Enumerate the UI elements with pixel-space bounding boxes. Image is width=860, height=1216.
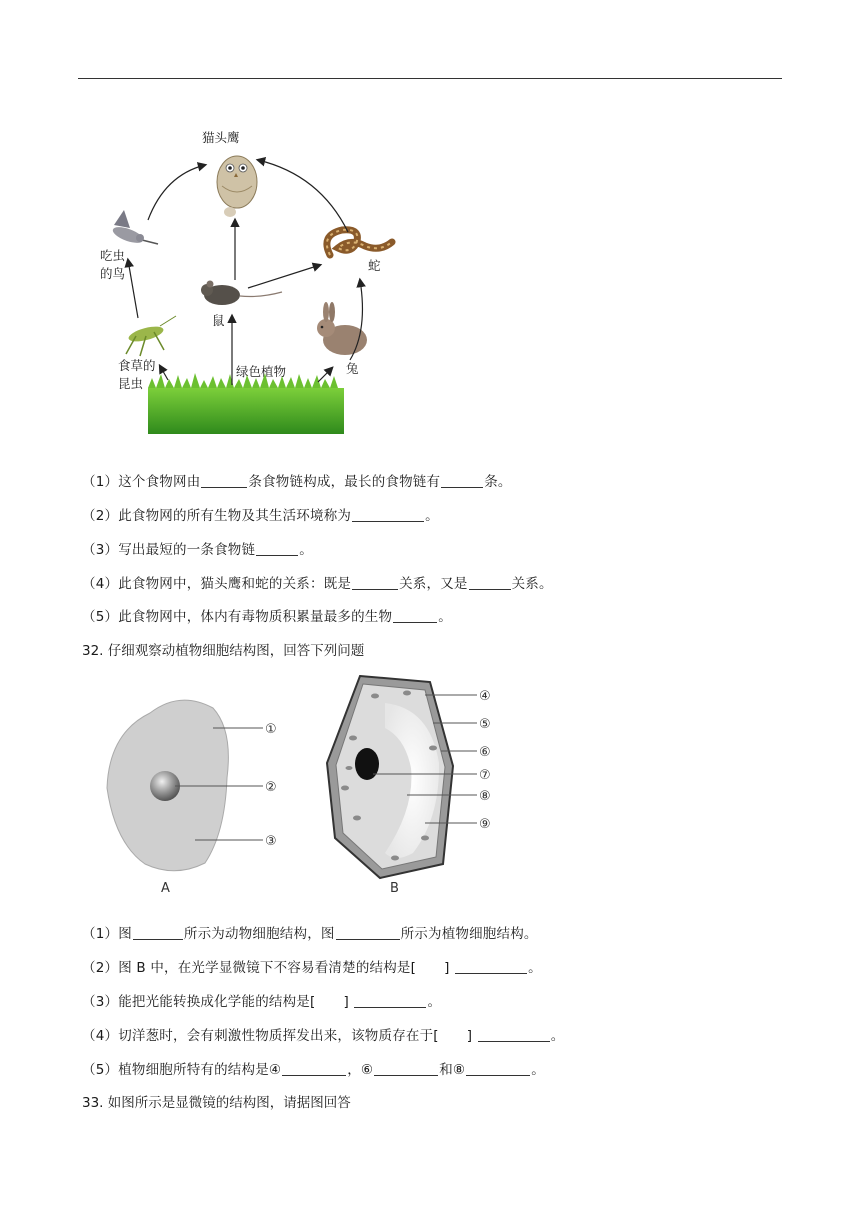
q32-item-5: （5）植物细胞所特有的结构是④ ，⑥ 和⑧ 。 [82,1062,545,1078]
answer-blank[interactable] [201,473,247,488]
q32-title: 32. 仔细观察动植物细胞结构图，回答下列问题 [82,643,365,659]
owl-label: 猫头鹰 [202,130,240,145]
q31-item-2: （2）此食物网的所有生物及其生活环境称为 。 [82,508,439,524]
plant-label: 绿色植物 [236,364,287,379]
answer-blank[interactable] [282,1061,346,1076]
bird-picture [111,210,158,246]
marker-2: ② [265,780,277,795]
answer-blank[interactable] [374,1061,438,1076]
marker-5: ⑤ [479,717,491,732]
rabbit-picture [317,302,367,355]
q31-item-3: （3）写出最短的一条食物链 。 [82,542,313,558]
animal-cell [107,700,277,896]
snake-label: 蛇 [368,258,381,273]
q32-item-1: （1）图 所示为动物细胞结构，图 所示为植物细胞结构。 [82,926,538,942]
answer-blank[interactable] [256,541,298,556]
q33-title: 33. 如图所示是显微镜的结构图，请据图回答 [82,1095,351,1111]
mouse-label: 鼠 [212,313,225,328]
caption-b: B [390,881,399,896]
caption-a: A [161,881,170,896]
insect-label-2: 昆虫 [118,376,144,391]
answer-blank[interactable] [478,1027,550,1042]
q32-item-2: （2）图 B 中，在光学显微镜下不容易看清楚的结构是[ ] 。 [82,960,542,976]
marker-6: ⑥ [479,745,491,760]
answer-blank[interactable] [393,608,437,623]
insect-label-1: 食草的 [118,358,156,373]
answer-blank[interactable] [352,575,398,590]
q31-item-4: （4）此食物网中，猫头鹰和蛇的关系：既是 关系，又是 关系。 [82,576,553,592]
answer-blank[interactable] [336,925,400,940]
food-web-figure [80,120,410,440]
marker-1: ① [265,722,277,737]
cell-diagram [95,668,515,900]
q32-item-3: （3）能把光能转换成化学能的结构是[ ] 。 [82,994,442,1010]
owl-picture [217,156,257,217]
q31-item-5: （5）此食物网中，体内有毒物质积累量最多的生物 。 [82,609,452,625]
q32-item-4: （4）切洋葱时，会有刺激性物质挥发出来，该物质存在于[ ] 。 [82,1028,565,1044]
marker-4: ④ [479,689,491,704]
insect-picture [126,316,176,356]
mouse-picture [201,281,282,306]
answer-blank[interactable] [469,575,511,590]
answer-blank[interactable] [455,959,527,974]
marker-9: ⑨ [479,817,491,832]
plant-cell [327,676,491,896]
header-rule [78,78,782,79]
answer-blank[interactable] [441,473,483,488]
snake-picture [327,230,392,255]
answer-blank[interactable] [133,925,183,940]
grass-picture [148,373,344,434]
bird-label-2: 的鸟 [100,266,126,281]
marker-7: ⑦ [479,768,491,783]
marker-8: ⑧ [479,789,491,804]
bird-label-1: 吃虫 [100,248,126,263]
marker-3: ③ [265,834,277,849]
q31-item-1: （1）这个食物网由 条食物链构成，最长的食物链有 条。 [82,474,512,490]
answer-blank[interactable] [352,507,424,522]
rabbit-label: 兔 [346,361,359,376]
answer-blank[interactable] [466,1061,530,1076]
answer-blank[interactable] [354,993,426,1008]
